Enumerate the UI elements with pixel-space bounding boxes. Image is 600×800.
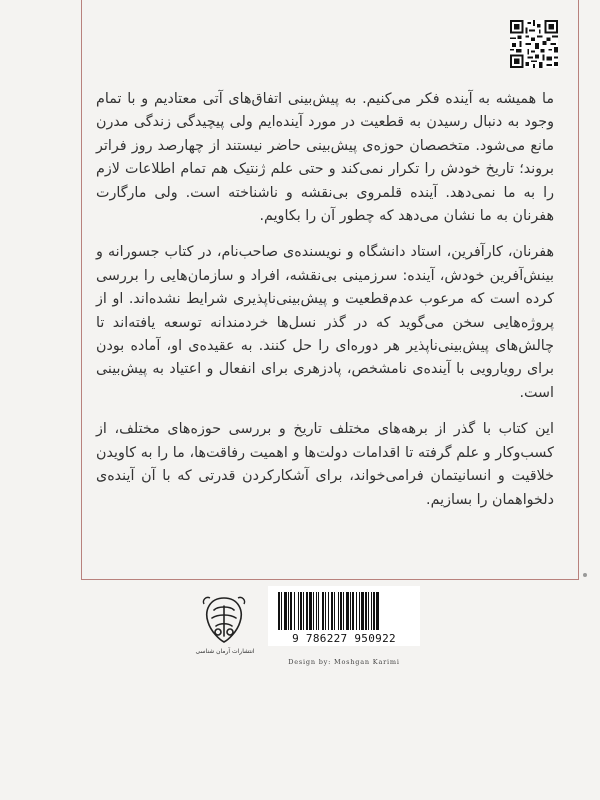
back-cover-description	[96, 88, 554, 525]
registration-dot	[583, 573, 587, 577]
paragraph-1: ما همیشه به آینده فکر می‌کنیم. به پیش‌بینی اتفاق‌های آتی معتادیم و با تمام وجود به دنبال رسیدن به قطعیت در مورد آینده‌ایم ولی پیچیدگی زندگی مدرن مانع می‌شود. متخصصان حوزه‌ی پیش‌بینی حاضر نیستند از چهارصد روز فراتر بروند؛ تاریخ خودش را تکرار نمی‌کند و حتی علم ژنتیک هم تمام اطلاعات لازم را به ما نمی‌دهد. آینده قلمروی بی‌نقشه و ناشناخته است. ولی مارگارت هفرنان به ما نشان می‌دهد که چطور آن را بکاویم.	[96, 91, 554, 225]
paragraph-2: هفرنان، کارآفرین، استاد دانشگاه و نویسنده‌ی صاحب‌نام، در کتاب جسورانه و بینش‌آفرین خودش، آینده: سرزمینی بی‌نقشه، افراد و سازمان‌هایی را بررسی کرده است که مرعوب عدم‌قطعیت و پیش‌بینی‌ناپذیری شرایط نشده‌اند. او از پروژه‌هایی سخن می‌گوید که در گذر نسل‌ها خردمندانه توسعه یافته‌اند تا چالش‌های پیش‌بینی‌ناپذیر هر دوره‌ای را حل کنند. به عقیده‌ی او، آماده بودن برای رویارویی با آینده‌ی نامشخص، پادزهری برای انفعال و اعتیاد به پیش‌بینی است.	[96, 244, 554, 401]
publisher-caption: انتشارات آرمان شناسی	[195, 648, 255, 655]
paragraph-3: این کتاب با گذر از برهه‌های مختلف تاریخ و بررسی حوزه‌های مختلف، از کسب‌وکار و علم گرفته تا اقدامات دولت‌ها و اهمیت رفاقت‌ها، ما را به کاویدن خلاقیت و انسانیتمان فرامی‌خواند، برای آشکارکردن قدرتی که با آن آینده‌ی دلخواهمان را بسازیم.	[96, 421, 554, 508]
isbn-number: 9 786227 950922	[292, 632, 396, 645]
qr-code	[510, 20, 558, 68]
publisher-logo	[198, 592, 250, 648]
designer-credit: Design by: Moshgan Karimi	[288, 658, 400, 666]
isbn-barcode	[268, 586, 420, 646]
barcode-bars	[268, 592, 420, 632]
